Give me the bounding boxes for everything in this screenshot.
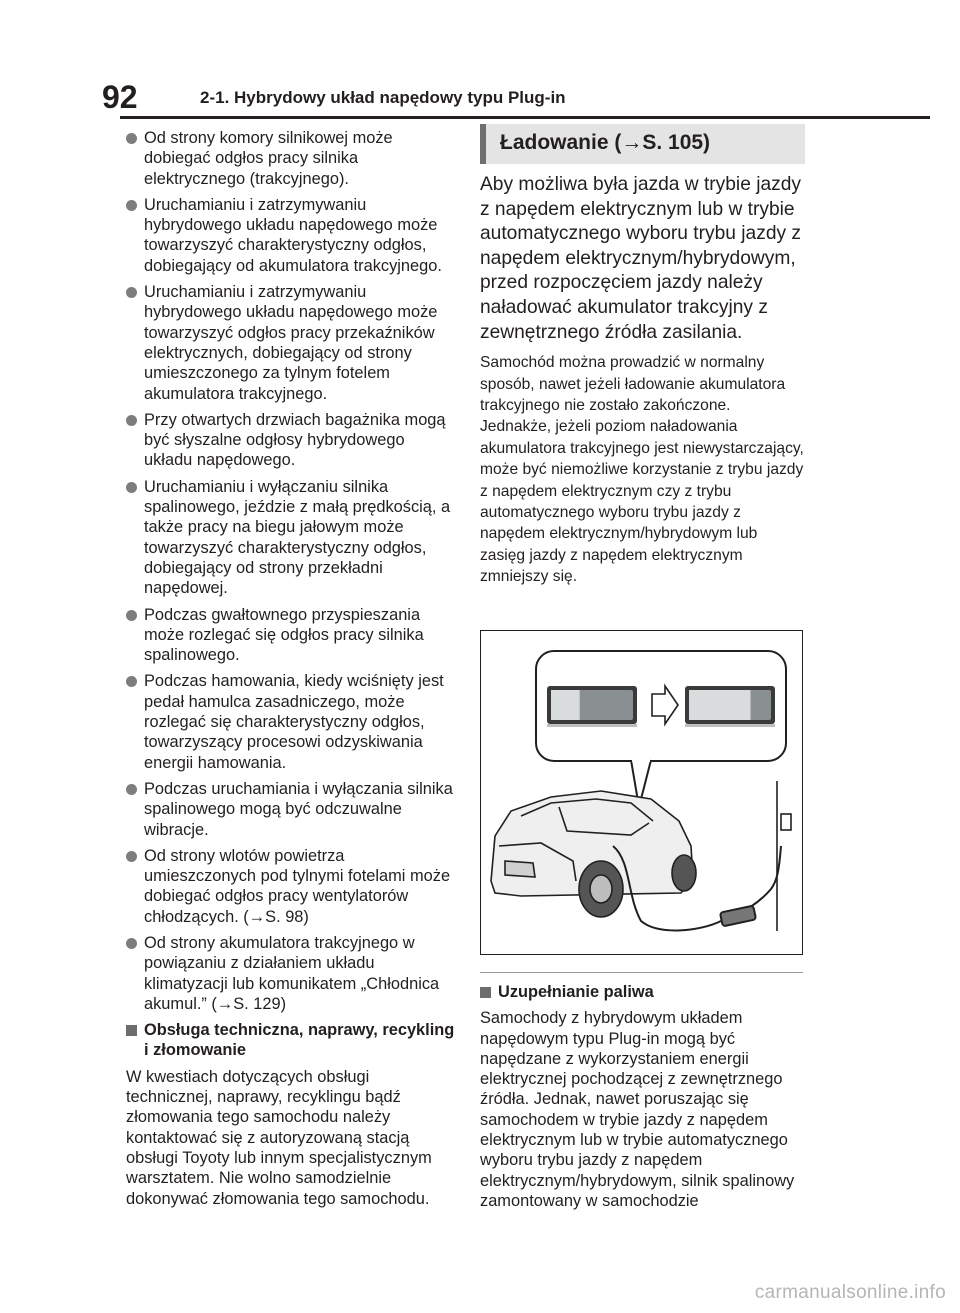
fuel-heading: Uzupełnianie paliwa	[480, 982, 805, 1002]
intro-paragraph: Aby możliwa była jazda w trybie jazdy z napędem elektrycznym lub w trybie automatycznego wyboru trybu jazdy z napędem elektrycznym/hybrydowym, przed rozpoczęciem jazdy należy naładować akumulator trakcyjny z zewnętrznego źródła zasilania.	[480, 174, 802, 343]
bullet-dot-icon	[126, 676, 137, 687]
list-item: Uruchamianiu i wyłączaniu silnika spalinowego, jeździe z małą prędkością, a także pracy na biegu jałowym może towarzyszyć charakterystyczny odgłos, dobiegający od strony przekładni napędowej.	[126, 477, 456, 599]
list-item: Przy otwartych drzwiach bagażnika mogą być słyszalne odgłosy hybrydowego układu napędowego.	[126, 410, 456, 471]
car-icon	[491, 791, 696, 917]
left-column	[126, 128, 456, 1209]
section-title: Ładowanie (→S. 105)	[500, 131, 711, 154]
section-divider	[480, 972, 803, 973]
right-column	[480, 124, 805, 588]
bullet-dot-icon	[126, 482, 137, 493]
list-item: Podczas hamowania, kiedy wciśnięty jest pedał hamulca zasadniczego, może rozlegać się charakterystyczny odgłos, towarzyszący procesowi odzyskiwania energii hamowania.	[126, 671, 456, 772]
section-title-bar	[480, 124, 805, 164]
list-item: Od strony akumulatora trakcyjnego w powiązaniu z działaniem układu klimatyzacji lub komunikatem „Chłodnica akumul.” (→S. 129)	[126, 933, 456, 1014]
gauge-after-icon	[685, 686, 775, 727]
list-item: Uruchamianiu i zatrzymywaniu hybrydowego układu napędowego może towarzyszyć odgłos pracy przekaźników elektrycznych, dobiegający od strony umieszczonego za tylnym fotelem akumulatora trakcyjnego.	[126, 282, 456, 404]
square-bullet-icon	[480, 987, 491, 998]
list-item: Od strony wlotów powietrza umieszczonych pod tylnymi fotelami może dobiegać odgłos pracy wentylatorów chłodzących. (→S. 98)	[126, 846, 456, 927]
detail-paragraph: Samochód można prowadzić w normalny sposób, nawet jeżeli ładowanie akumulatora trakcyjnego nie zostało zakończone. Jednakże, jeżeli poziom naładowania akumulatora trakcyjnego jest niewystarczający, może być niemożliwe korzystanie z trybu jazdy z napędem elektrycznym czy z trybu automatycznego wyboru trybu jazdy z napędem elektrycznym/hybrydowym lub zasięg jazdy z napędem elektrycznym zmniejszy się.	[480, 354, 804, 586]
bullet-dot-icon	[126, 200, 137, 211]
charging-car-drawing	[481, 631, 801, 953]
header-divider	[120, 116, 930, 119]
bullet-dot-icon	[126, 938, 137, 949]
service-paragraph: W kwestiach dotyczących obsługi technicznej, naprawy, recyklingu bądź złomowania tego samochodu należy kontaktować się z autoryzowaną stacją obsługi Toyoty lub innym specjalistycznym warsztatem. Nie wolno samodzielnie dokonywać złomowania tego samochodu.	[126, 1067, 432, 1208]
list-item: Podczas uruchamiania i wyłączania silnika spalinowego mogą być odczuwalne wibracje.	[126, 779, 456, 840]
bullet-dot-icon	[126, 851, 137, 862]
list-item: Od strony komory silnikowej może dobiegać odgłos pracy silnika elektrycznego (trakcyjnego).	[126, 128, 456, 189]
fuel-section	[480, 980, 805, 1211]
bullet-dot-icon	[126, 415, 137, 426]
square-bullet-icon	[126, 1025, 137, 1036]
chapter-title: 2-1. Hybrydowy układ napędowy typu Plug-in	[200, 88, 566, 107]
bullet-dot-icon	[126, 610, 137, 621]
page-number: 92	[102, 79, 138, 115]
service-heading: Obsługa techniczna, naprawy, recykling i złomowanie	[126, 1020, 456, 1061]
bullet-dot-icon	[126, 133, 137, 144]
watermark: carmanualsonline.info	[754, 1282, 946, 1303]
bullet-dot-icon	[126, 784, 137, 795]
gauge-before-icon	[547, 686, 637, 727]
list-item: Podczas gwałtownego przyspieszania może rozlegać się odgłos pracy silnika spalinowego.	[126, 605, 456, 666]
fuel-paragraph: Samochody z hybrydowym układem napędowym typu Plug-in mogą być napędzane z wykorzystaniem energii elektrycznej pochodzącej z zewnętrznego źródła. Jednak, nawet poruszając się samochodem w trybie jazdy z napędem elektrycznym lub w trybie automatycznego wyboru trybu jazdy z napędem elektrycznym/hybrydowym, silnik spalinowy zamontowany w samochodzie	[480, 1009, 795, 1210]
list-item: Uruchamianiu i zatrzymywaniu hybrydowego układu napędowego może towarzyszyć charakterystyczny odgłos, dobiegający od akumulatora trakcyjnego.	[126, 195, 456, 276]
charging-illustration	[480, 630, 803, 955]
bullet-dot-icon	[126, 287, 137, 298]
